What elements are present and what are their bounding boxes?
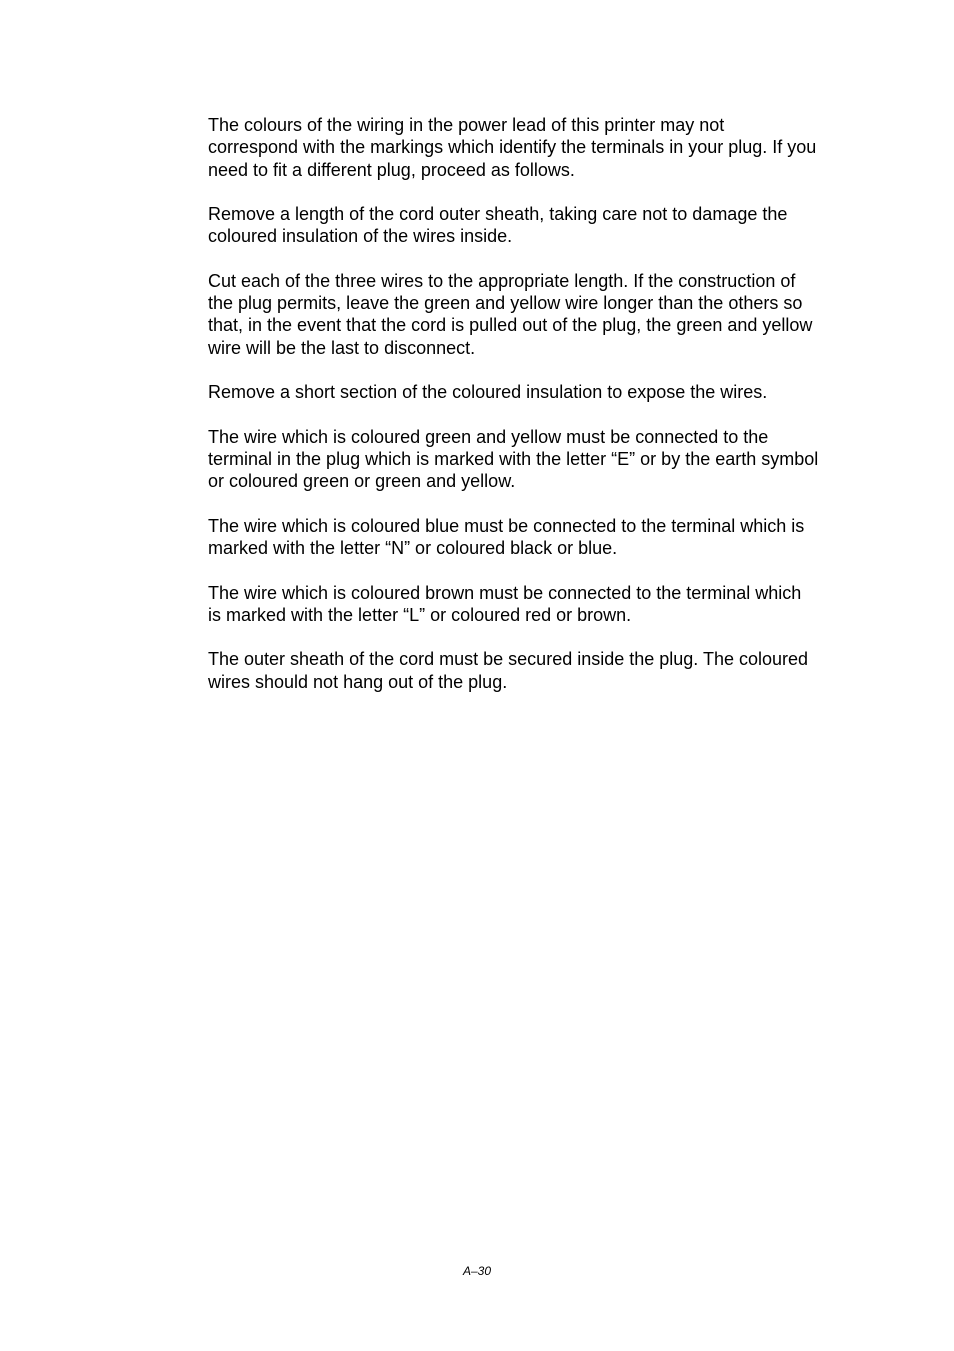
paragraph-secure-sheath: The outer sheath of the cord must be secured inside the plug. The coloured wires should not hang out of the plug. [208, 649, 809, 692]
paragraph-cut-wires: Cut each of the three wires to the appropriate length. If the construction of the plug permits, leave the green and yellow wire longer than the others so that, in the event that the cord is pulled out of the plug, the green and yellow wire will be the last to disconnect. [208, 270, 813, 358]
paragraph-neutral-wire: The wire which is coloured blue must be connected to the terminal which is marked with the letter “N” or coloured black or blue. [208, 515, 805, 559]
paragraph-earth-wire: The wire which is coloured green and yellow must be connected to the terminal in the plug which is marked with the letter “E” or by the earth symbol or coloured green or green and yellow. [208, 426, 819, 492]
paragraph-remove-sheath: Remove a length of the cord outer sheath, taking care not to damage the coloured insulation of the wires inside. [208, 204, 788, 247]
document-body [208, 114, 868, 715]
paragraph-wiring-colours: The colours of the wiring in the power lead of this printer may not correspond with the markings which identify the terminals in your plug. If you need to fit a different plug, proceed as follows. [208, 115, 817, 180]
paragraph-expose-wires: Remove a short section of the coloured insulation to expose the wires. [208, 382, 768, 403]
paragraph-live-wire: The wire which is coloured brown must be connected to the terminal which is marked with the letter “L” or coloured red or brown. [208, 582, 802, 625]
page-number: A–30 [462, 1264, 492, 1278]
